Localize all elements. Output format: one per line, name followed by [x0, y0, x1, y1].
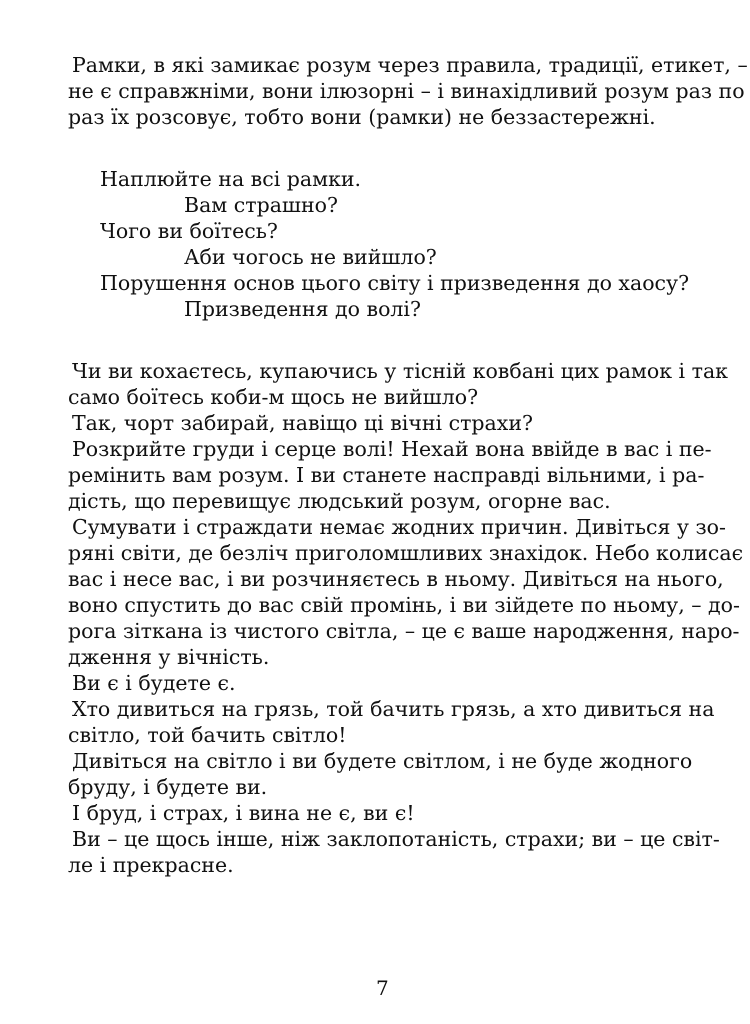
text-line: раз їх розсовує, тобто вони (рамки) не беззастережні. [68, 105, 656, 129]
text-line: ремінить вам розум. І ви станете насправді вільними, і ра- [68, 463, 705, 487]
text-line: дість, що перевищує людський розум, огорне вас. [68, 489, 611, 513]
poem-block [72, 166, 722, 322]
poem-line: Наплюйте на всі рамки. [100, 167, 362, 191]
text-line: рога зіткана із чистого світла, – це є ваше народження, наро- [68, 619, 740, 643]
text-line: воно спустить до вас свій промінь, і ви зійдете по ньому, – до- [68, 593, 740, 617]
text-line: Ви – це щось інше, ніж заклопотаність, страхи; ви – це світ- [72, 827, 720, 851]
text-line: само боїтесь коби-м щось не вийшло? [68, 385, 479, 409]
poem-line: Чого ви боїтесь? [100, 219, 278, 243]
text-line: Розкрийте груди і серце волі! Нехай вона ввійде в вас і пе- [72, 437, 712, 461]
paragraph-1 [68, 52, 748, 130]
poem-line: Порушення основ цього світу і призведення до хаосу? [100, 271, 690, 295]
text-line: Сумувати і страждати немає жодних причин. Дивіться у зо- [72, 515, 726, 539]
text-line: Хто дивиться на грязь, той бачить грязь, а хто дивиться на [72, 697, 715, 721]
text-line: ле і прекрасне. [68, 853, 234, 877]
paragraph-2 [68, 358, 744, 878]
text-line: ряні світи, де безліч приголомшливих знахідок. Небо колисає [68, 541, 744, 565]
text-line: не є справжніми, вони ілюзорні – і винахідливий розум раз по [68, 79, 745, 103]
poem-line: Аби чогось не вийшло? [184, 245, 437, 269]
poem-line: Вам страшно? [184, 193, 338, 217]
text-line: І бруд, і страх, і вина не є, ви є! [72, 801, 415, 825]
text-line: Дивіться на світло і ви будете світлом, і не буде жодного [72, 749, 693, 773]
text-line: бруду, і будете ви. [68, 775, 268, 799]
text-line: Чи ви кохаєтесь, купаючись у тісній ковбані цих рамок і так [72, 359, 728, 383]
text-line: Ви є і будете є. [72, 671, 236, 695]
text-line: Рамки, в які замикає розум через правила, традиції, етикет, – [72, 53, 748, 77]
page-body [68, 52, 748, 878]
text-line: дження у вічність. [68, 645, 270, 669]
text-line: вас і несе вас, і ви розчиняєтесь в ньому. Дивіться на нього, [68, 567, 724, 591]
page-number: 7 [376, 976, 389, 1000]
text-line: світло, той бачить світло! [68, 723, 347, 747]
poem-line: Призведення до волі? [184, 297, 421, 321]
text-line: Так, чорт забирай, навіщо ці вічні страхи? [72, 411, 533, 435]
